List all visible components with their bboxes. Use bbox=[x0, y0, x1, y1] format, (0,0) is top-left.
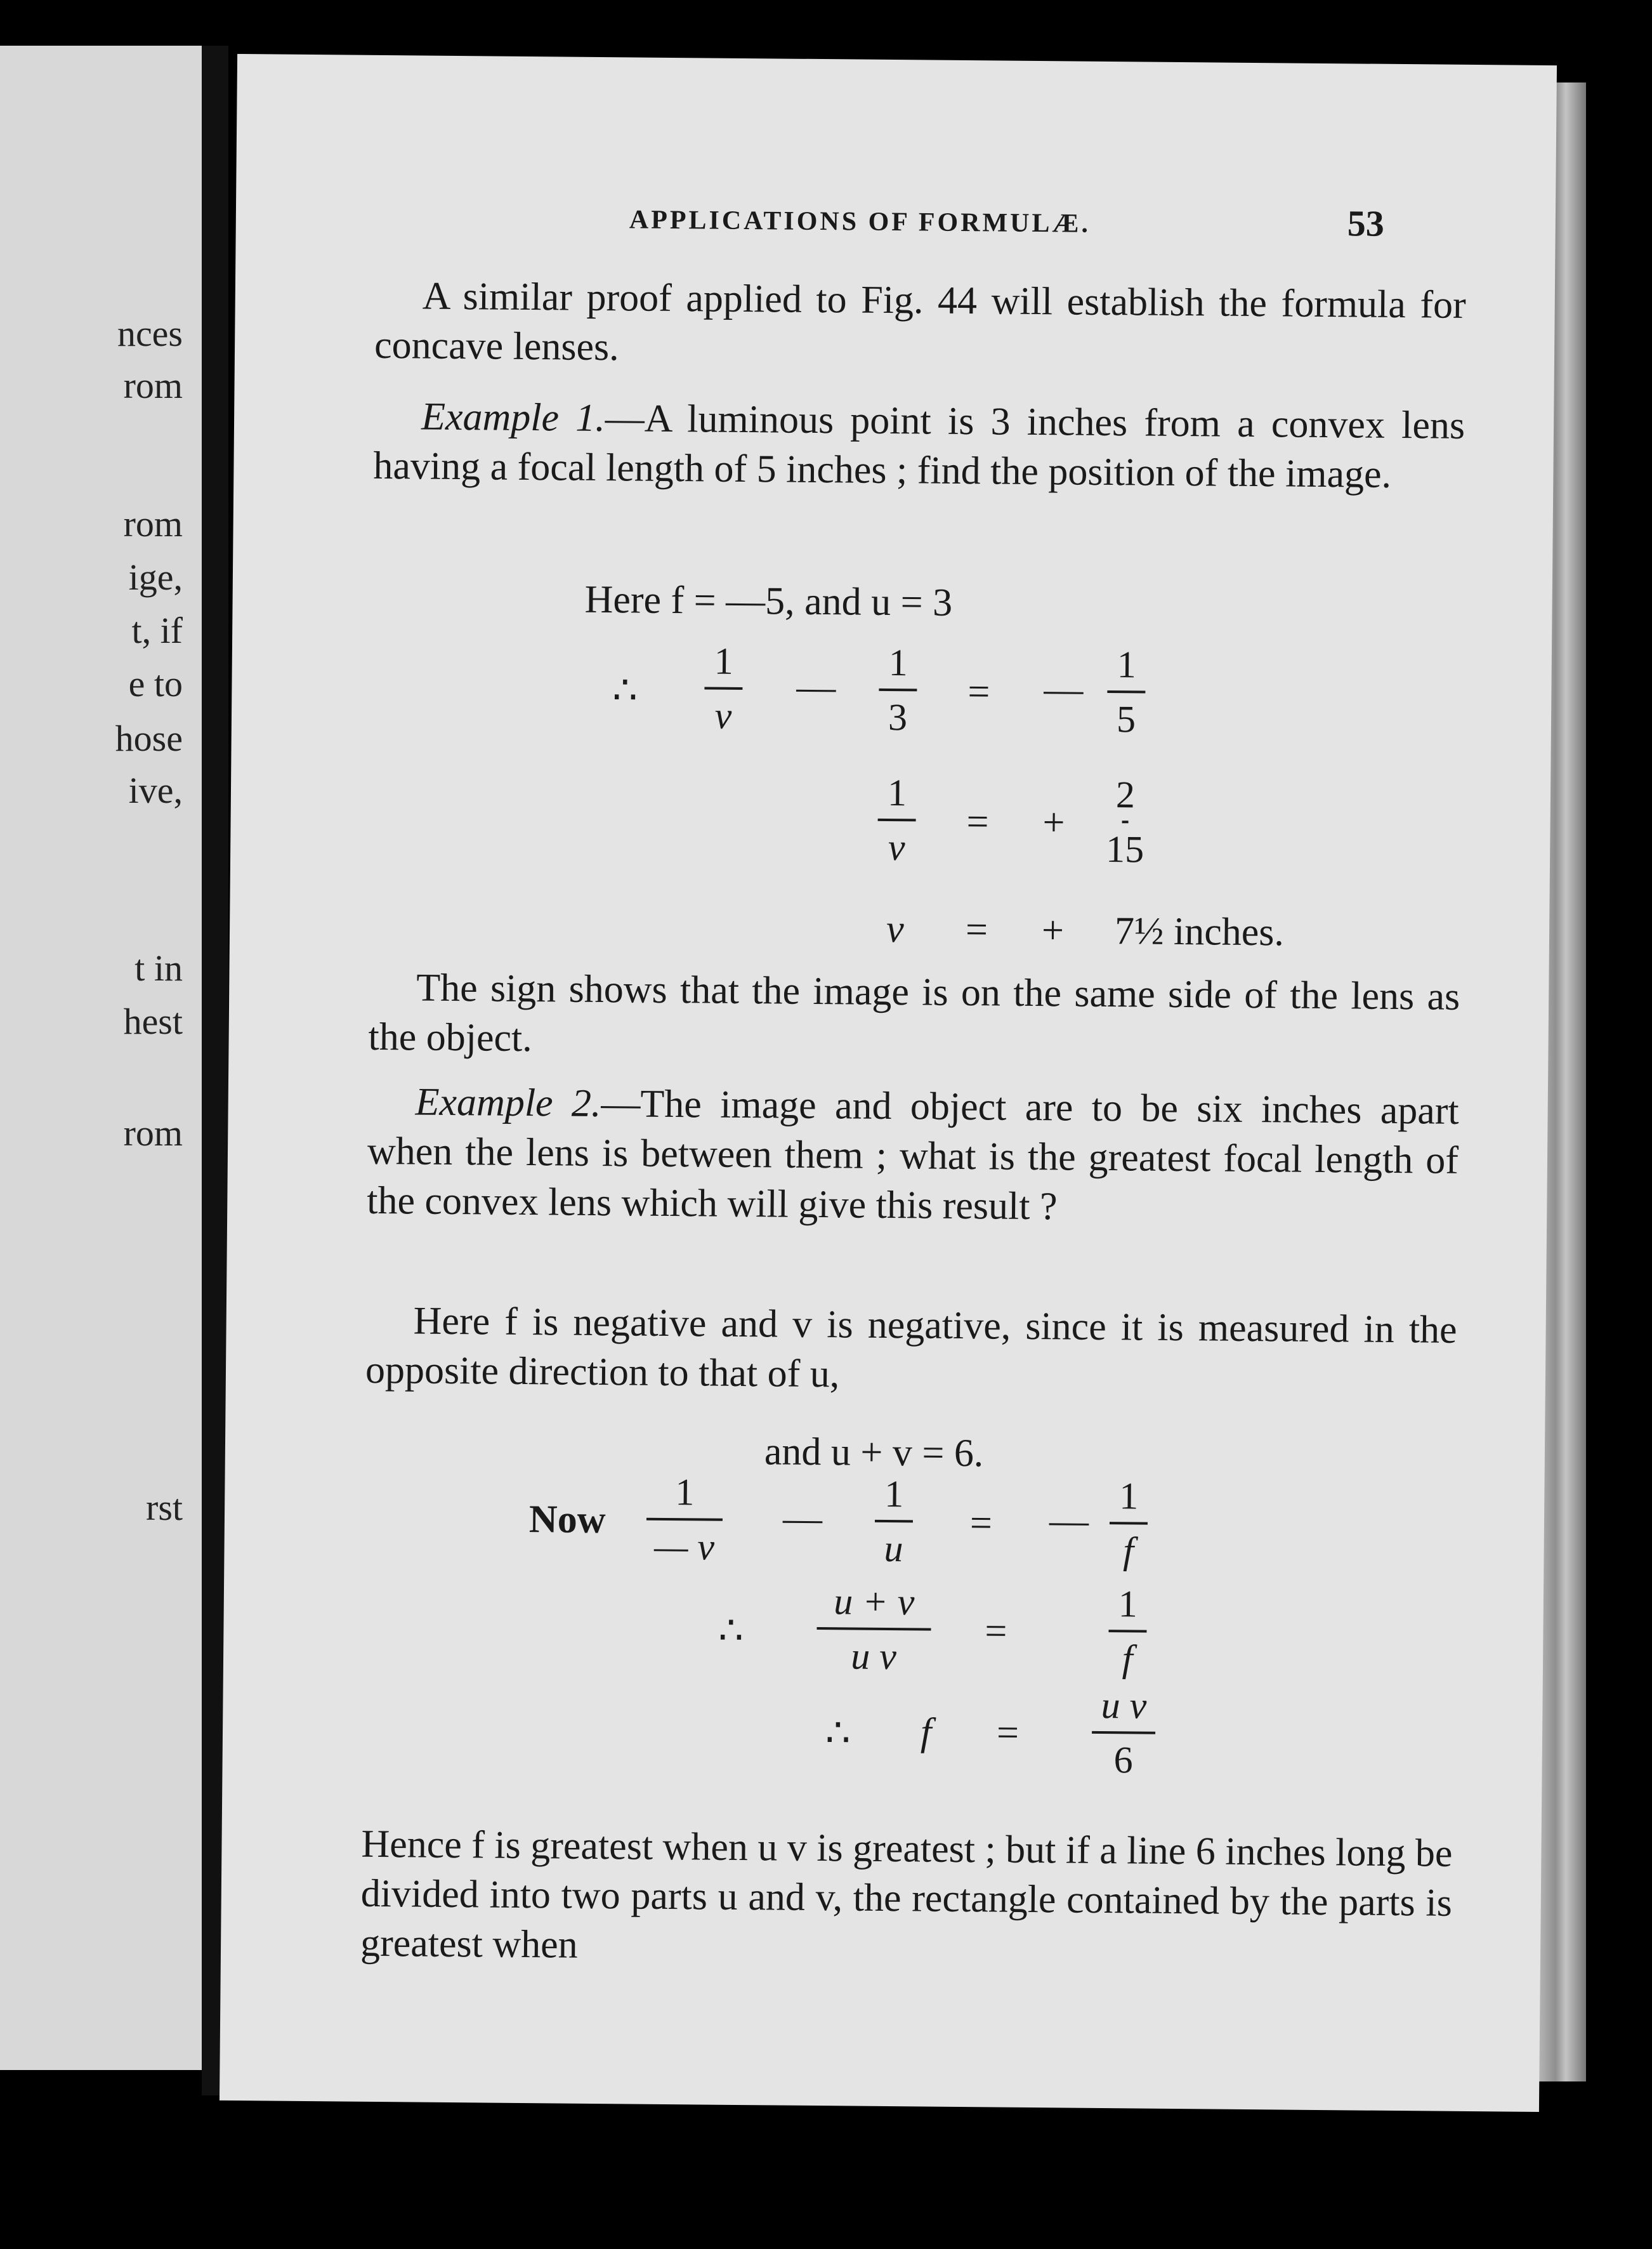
equation-here-f: Here f = —5, and u = 3 bbox=[584, 577, 953, 624]
fraction-numerator: 2 bbox=[1115, 774, 1136, 816]
therefore-symbol: ∴ bbox=[718, 1609, 744, 1653]
fraction-uv-over-6 bbox=[1091, 1683, 1155, 1783]
paragraph-2: The sign shows that the image is on the same side of the lens as the object. bbox=[368, 966, 1460, 1060]
fraction-numerator: 1 bbox=[1118, 1583, 1138, 1625]
running-head: APPLICATIONS OF FORMULÆ. bbox=[629, 205, 1091, 239]
equation-u-plus-v: and u + v = 6. bbox=[764, 1430, 984, 1475]
left-text-fragment: rom bbox=[123, 365, 183, 406]
left-text-fragment: rom bbox=[123, 503, 183, 544]
fraction-1-over-neg-v bbox=[646, 1470, 723, 1569]
fraction-numerator: 1 bbox=[675, 1471, 695, 1514]
page-number: 53 bbox=[1347, 202, 1385, 244]
minus-sign: — bbox=[796, 665, 836, 709]
left-text-fragment: hest bbox=[123, 1001, 183, 1042]
fraction-denominator: u bbox=[884, 1527, 903, 1570]
fraction-1-over-f bbox=[1108, 1581, 1147, 1681]
example-1-label: Example 1. bbox=[421, 395, 606, 440]
fraction-bar bbox=[1110, 1522, 1148, 1525]
fraction-numerator: 1 bbox=[1119, 1475, 1139, 1517]
equals-sign: = bbox=[985, 1609, 1007, 1653]
f-variable: f bbox=[920, 1710, 932, 1754]
fraction-1-over-u bbox=[874, 1472, 913, 1571]
right-page bbox=[220, 54, 1557, 2112]
result-seven-and-half-inches: 7½ inches. bbox=[1114, 909, 1285, 954]
plus-sign: + bbox=[1041, 909, 1065, 953]
fraction-1-over-3 bbox=[879, 640, 917, 740]
equals-sign: = bbox=[966, 800, 989, 844]
fraction-bar bbox=[1122, 821, 1129, 823]
equals-sign: = bbox=[965, 908, 988, 952]
fraction-1-over-f bbox=[1109, 1474, 1148, 1573]
v-variable: v bbox=[886, 907, 904, 951]
left-text-fragment: rom bbox=[123, 1112, 183, 1154]
fraction-u-plus-v-over-uv bbox=[816, 1579, 931, 1679]
fraction-1-over-v bbox=[704, 638, 743, 738]
plus-sign: + bbox=[1042, 801, 1065, 845]
fraction-1-over-v bbox=[877, 770, 916, 870]
fraction-bar bbox=[816, 1627, 931, 1631]
fraction-denominator: 15 bbox=[1105, 828, 1144, 871]
fraction-numerator: 1 bbox=[887, 771, 907, 814]
fraction-numerator: 1 bbox=[1117, 643, 1137, 686]
fraction-denominator: v bbox=[888, 826, 905, 869]
now-label: Now bbox=[528, 1498, 606, 1542]
fraction-bar bbox=[704, 687, 742, 690]
fraction-numerator: 1 bbox=[714, 640, 734, 682]
minus-sign: — bbox=[782, 1496, 823, 1541]
fraction-bar bbox=[1092, 1731, 1155, 1734]
fraction-bar bbox=[875, 1520, 913, 1523]
fraction-bar bbox=[646, 1518, 723, 1521]
fraction-bar bbox=[879, 689, 917, 692]
fraction-bar bbox=[878, 819, 916, 822]
paragraph-3: Here f is negative and v is negative, since it is measured in the opposite direction to that of u, bbox=[365, 1299, 1457, 1396]
fraction-denominator: v bbox=[714, 694, 732, 737]
left-page-fragment bbox=[0, 46, 202, 2070]
left-text-fragment: rst bbox=[146, 1487, 183, 1528]
fraction-bar bbox=[1108, 1630, 1146, 1633]
example-1-paragraph bbox=[373, 392, 1465, 500]
left-text-fragment: e to bbox=[128, 663, 183, 704]
equals-sign: = bbox=[967, 670, 990, 714]
fraction-denominator: — v bbox=[653, 1525, 715, 1568]
equals-sign: = bbox=[996, 1711, 1019, 1755]
left-text-fragment: nces bbox=[117, 313, 183, 354]
paragraph-4: Hence f is greatest when u v is greatest ; but if a line 6 inches long be divided into two parts u and v, the rectangle contained by the parts is greatest when bbox=[360, 1822, 1453, 1967]
fraction-denominator: f bbox=[1122, 1529, 1134, 1572]
fraction-denominator: 3 bbox=[888, 696, 908, 739]
left-text-fragment: ive, bbox=[128, 770, 183, 811]
fraction-denominator: 5 bbox=[1116, 698, 1136, 741]
left-text-fragment: hose bbox=[115, 718, 183, 759]
negative-sign: — bbox=[1049, 1499, 1089, 1543]
left-text-fragment: ige, bbox=[128, 557, 183, 598]
left-text-fragment: t, if bbox=[131, 610, 183, 651]
fraction-1-over-5 bbox=[1107, 642, 1146, 742]
paragraph-1: A similar proof applied to Fig. 44 will establish the formula for concave lenses. bbox=[374, 274, 1467, 369]
negative-sign: — bbox=[1044, 668, 1084, 711]
example-1-text: —A luminous point is 3 inches from a convex lens having a focal length of 5 inches ; find the position of the image. bbox=[373, 397, 1465, 496]
example-2-text: —The image and object are to be six inches apart when the lens is between them ; what is the greatest focal length of the convex lens which will give this result ? bbox=[367, 1082, 1459, 1229]
fraction-bar bbox=[1107, 690, 1145, 694]
therefore-symbol: ∴ bbox=[825, 1711, 851, 1755]
fraction-denominator: f bbox=[1122, 1637, 1133, 1680]
fraction-numerator: 1 bbox=[888, 641, 908, 684]
therefore-symbol: ∴ bbox=[612, 669, 638, 713]
fraction-numerator: u + v bbox=[834, 1580, 915, 1623]
fraction-2-over-15 bbox=[1096, 772, 1154, 872]
fraction-denominator: 6 bbox=[1113, 1739, 1133, 1781]
fraction-numerator: u v bbox=[1101, 1684, 1147, 1727]
left-text-fragment: t in bbox=[134, 947, 183, 989]
fraction-denominator: u v bbox=[851, 1635, 897, 1678]
equals-sign: = bbox=[969, 1501, 993, 1545]
example-2-paragraph bbox=[367, 1077, 1459, 1235]
fraction-numerator: 1 bbox=[884, 1472, 904, 1515]
example-2-label: Example 2. bbox=[415, 1080, 601, 1126]
